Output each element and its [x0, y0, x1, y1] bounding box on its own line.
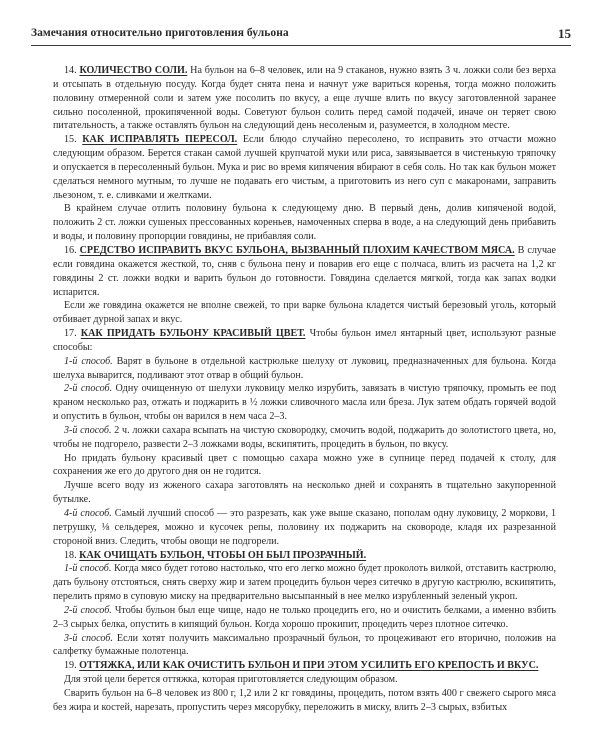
method-label: 4-й способ.: [64, 508, 112, 519]
header-rule: [31, 45, 571, 46]
method-paragraph: [53, 382, 556, 424]
section-17: [53, 327, 556, 355]
section-19: [53, 659, 556, 673]
section-number: 19.: [64, 660, 77, 672]
page-header: [31, 27, 571, 43]
page-content: [53, 64, 556, 715]
method-paragraph: [53, 507, 556, 549]
method-text: Самый лучший способ — это разрезать, как уже выше сказано, пополам одну луковицу, 2 моркови, 1 петрушку, ⅛ сельдерея, можно и кусочек репы, половину их поджарить на сковороде, кладя их разрезанной стороной вниз. Следить, чтобы овощи не подгорели.: [53, 508, 557, 547]
method-paragraph: [53, 355, 556, 383]
paragraph: Для этой цели берется оттяжка, которая приготовляется следующим образом.: [64, 674, 398, 686]
method-paragraph: [53, 604, 556, 632]
page-number: 15: [558, 26, 571, 41]
section-14: [53, 64, 556, 133]
method-text: 2 ч. ложки сахара всыпать на чистую сковородку, смочить водой, поджарить до золотистого цвета, но, чтобы не подгорело, развести 2–3 ложками воды, вскипятить, процедить в бульон, по вкусу.: [53, 424, 556, 450]
paragraph: В крайнем случае отлить половину бульона к следующему дню. В первый день, долив кипяченой водой, положить 2 ст. ложки сушеных прессованных кореньев, намоченных сперва в воде, а на следующий день прибавить и воды, и половину пропорции говядины, не прибавляя соли.: [53, 203, 556, 243]
paragraph-text: Если блюдо случайно пересолено, то исправить это отчасти можно следующим образом. Берется стакан самой лучшей крупчатой муки или риса, завязывается в чистенькую тряпочку и опускается в пересоленный бульон. Мука и рис во время кипячения вбирают в себя соль. Но так как бульон может сделаться немного мутным, то лучше не подавать его чистым, а приготовить из него суп с макаронами, заправить льезоном, т. е. сливками и желтками.: [53, 134, 557, 201]
method-paragraph: [53, 632, 556, 660]
section-heading: ОТТЯЖКА, ИЛИ КАК ОЧИСТИТЬ БУЛЬОН И ПРИ ЭТОМ УСИЛИТЬ ЕГО КРЕПОСТЬ И ВКУС.: [79, 660, 539, 672]
paragraph-text: Чтобы бульон имел янтарный цвет, используют разные способы:: [53, 328, 557, 353]
section-heading: КОЛИЧЕСТВО СОЛИ.: [79, 65, 188, 76]
section-heading: КАК ПРИДАТЬ БУЛЬОНУ КРАСИВЫЙ ЦВЕТ.: [80, 328, 306, 340]
paragraph: Лучше всего воду из жженого сахара заготовлять на несколько дней и сохранять в тщательно закупоренной бутылке.: [53, 480, 556, 506]
method-paragraph: [53, 562, 556, 604]
section-number: 18.: [64, 549, 77, 561]
method-label: 3-й способ.: [64, 424, 112, 436]
method-text: Варят в бульоне в отдельной кастрюльке шелуху от луковиц, предназначенных для бульона. Когда шелуха выварится, подливают этот отвар в общий бульон.: [53, 355, 556, 381]
section-heading: КАК ОЧИЩАТЬ БУЛЬОН, ЧТОБЫ ОН БЫЛ ПРОЗРАЧНЫЙ.: [79, 549, 367, 561]
section-16: [53, 244, 556, 299]
method-text: Чтобы бульон был еще чище, надо не только процедить его, но и очистить белками, а именно взбить 2–3 сырых белка, опустить в кипящий бульон. Когда хорошо прокипит, процедить через плотное ситечко.: [53, 604, 556, 630]
method-label: 1-й способ.: [64, 355, 113, 367]
method-paragraph: [53, 424, 556, 452]
paragraph-text: В случае если говядина окажется жесткой, то, сняв с бульона пену и поварив его еще с полчаса, влить из расчета на 1,2 кг говядины 2 ст. ложки водки и варить бульон до готовности. Говядина сделается мягкой, тогда как запах водки испарится.: [53, 244, 557, 298]
method-text: Одну очищенную от шелухи луковицу мелко изрубить, завязать в чистую тряпочку, промыть ее под краном несколько раз, отжать и поджарить в ½ ложки сливочного масла или бреза. Лук затем обдать горячей водой и опустить в бульон, чтобы он варился в нем часа 2–3.: [53, 383, 557, 423]
section-18: [53, 549, 556, 563]
section-number: 16.: [64, 244, 77, 256]
paragraph: Если же говядина окажется не вполне свежей, то при варке бульона кладется чистый березовый уголь, который отбивает дурной запах и вкус.: [53, 300, 556, 326]
method-label: 2-й способ.: [64, 604, 112, 616]
method-text: Если хотят получить максимально прозрачный бульон, то процеживают его вторично, положив на салфетку бумажные полотенца.: [53, 632, 557, 658]
section-heading: СРЕДСТВО ИСПРАВИТЬ ВКУС БУЛЬОНА, ВЫЗВАННЫЙ ПЛОХИМ КАЧЕСТВОМ МЯСА.: [79, 244, 515, 256]
method-label: 1-й способ.: [64, 563, 112, 575]
running-header-title: Замечания относительно приготовления бульона: [31, 27, 289, 39]
section-15: [53, 133, 556, 202]
method-label: 2-й способ.: [64, 383, 113, 395]
method-text: Когда мясо будет готово настолько, что его легко можно будет проколоть вилкой, отставить кастрюлю, дать бульону отстояться, снять сверху жир и затем процедить бульон через ситечко в другую кастрюлю, вскипятить, перелить прямо в суповую миску на предварительно высыпанный в нее мелко изрубленный зеленый укроп.: [53, 563, 557, 603]
method-label: 3-й способ.: [64, 632, 113, 644]
section-number: 14.: [64, 65, 77, 76]
section-number: 15.: [64, 134, 77, 146]
section-heading: КАК ИСПРАВЛЯТЬ ПЕРЕСОЛ.: [82, 134, 238, 146]
paragraph: Сварить бульон на 6–8 человек из 800 г, 1,2 или 2 кг говядины, процедить, потом взять 400 г свежего сырого мяса без жира и костей, нарезать, пропустить через мясорубку, переложить в миску, влить 2–3 сырых, взбитых: [53, 687, 556, 713]
paragraph-text: На бульон на 6–8 человек, или на 9 стаканов, нужно взять 3 ч. ложки соли без верха и отсыпать в отдельную посуду. Когда будет снята пена и начнут уже вариться коренья, тогда можно положить половину отмеренной соли и затем уже посолить по вкусу, а еще лучше влить по вкусу заготовленной заранее сильно посоленной, прокипяченной воды. Советуют бульон солить перед самой подачей, иначе он теряет свою питательность, а также оставлять бульон на следующий день несоленым и, разумеется, в холодном месте.: [53, 65, 556, 132]
paragraph: Но придать бульону красивый цвет с помощью сахара можно уже в супнице перед подачей к столу, для сохранения же его до другого дня он не годится.: [53, 452, 556, 478]
section-number: 17.: [64, 328, 77, 340]
